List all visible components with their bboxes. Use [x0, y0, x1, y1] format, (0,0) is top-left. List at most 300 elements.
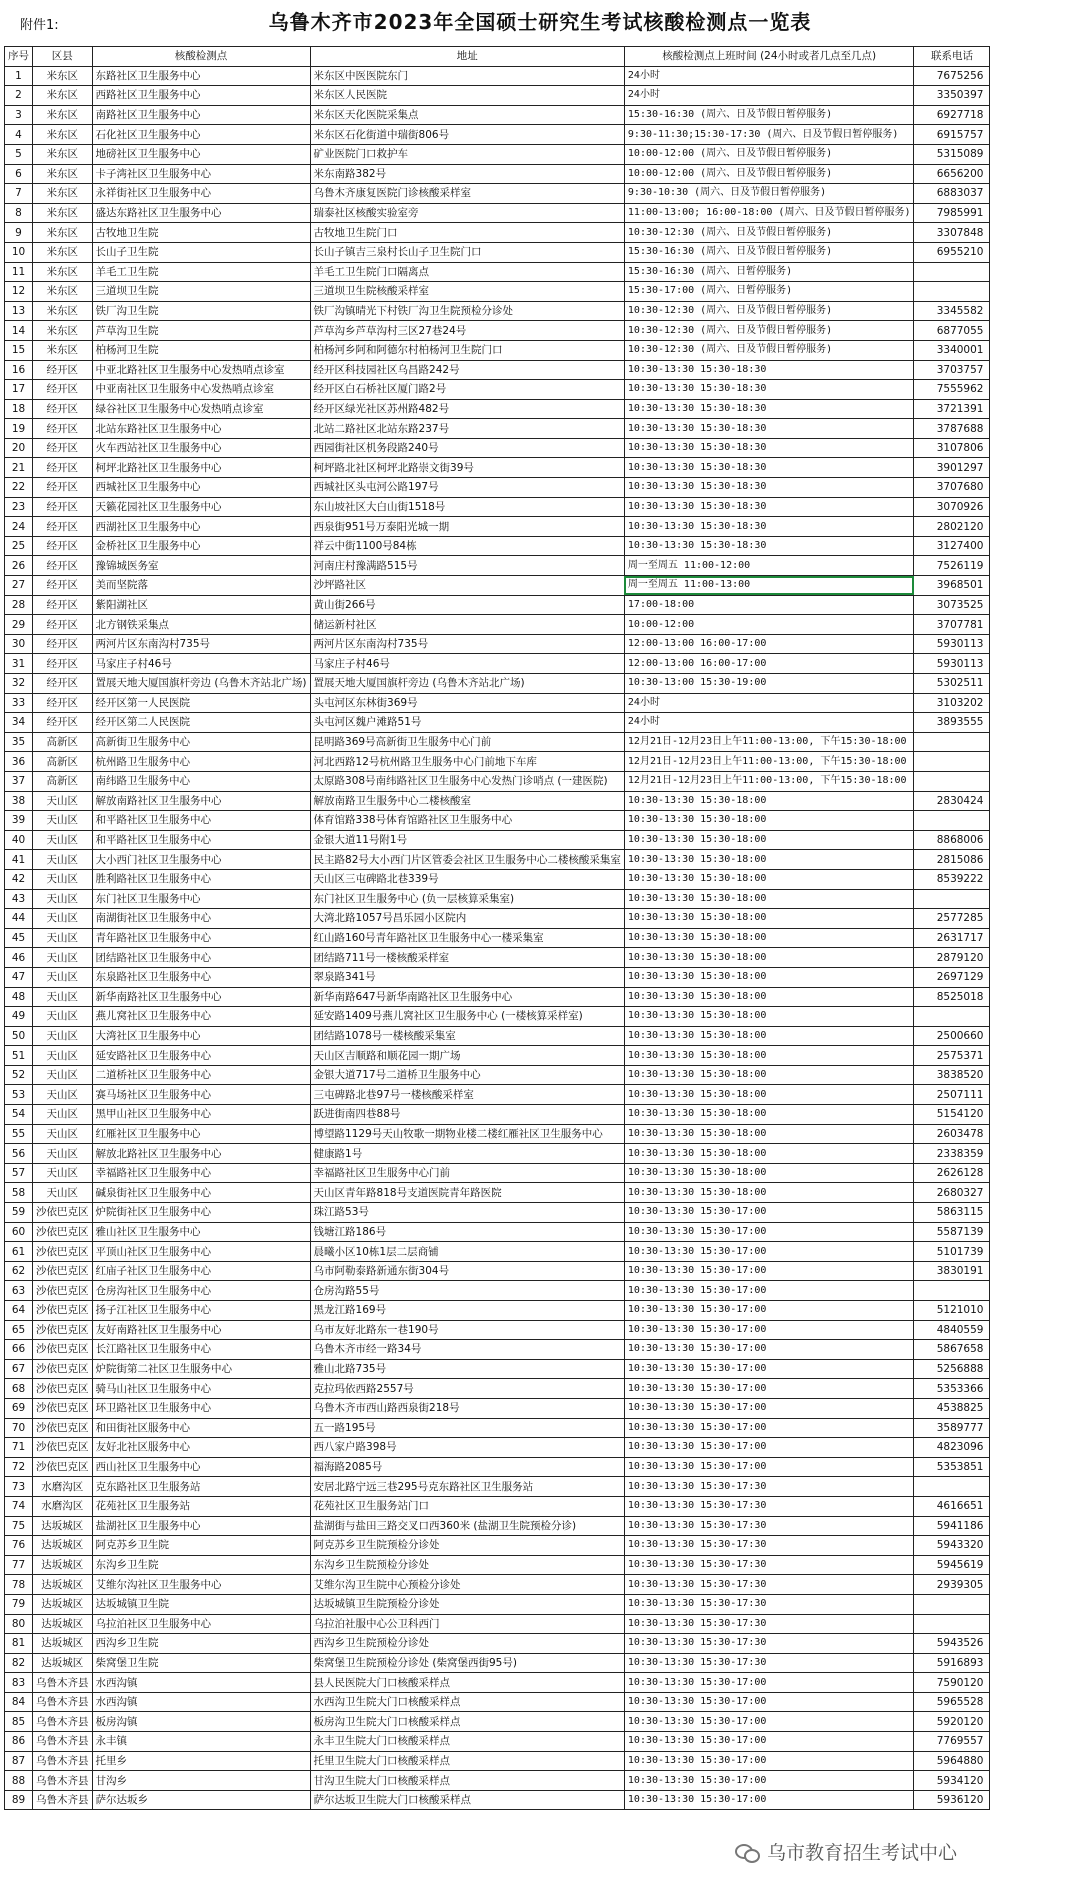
cell-district[interactable]: 高新区 — [33, 732, 93, 752]
cell-phone[interactable]: 3901297 — [914, 458, 990, 478]
cell-address[interactable]: 幸福路社区卫生服务中心门前 — [310, 1163, 624, 1183]
cell-phone[interactable]: 3787688 — [914, 419, 990, 439]
cell-address[interactable]: 乌鲁木齐市经一路34号 — [310, 1340, 624, 1360]
cell-hours[interactable]: 10:30-13:30 15:30-18:00 — [624, 967, 914, 987]
cell-district[interactable]: 达坂城区 — [33, 1634, 93, 1654]
cell-address[interactable]: 祥云中街1100号84栋 — [310, 536, 624, 556]
cell-index[interactable]: 85 — [5, 1712, 33, 1732]
cell-site[interactable]: 永祥街社区卫生服务中心 — [92, 184, 310, 204]
cell-district[interactable]: 乌鲁木齐县 — [33, 1751, 93, 1771]
cell-hours[interactable]: 10:30-13:30 15:30-18:00 — [624, 1026, 914, 1046]
cell-address[interactable]: 柏杨河乡阿和阿德尔村柏杨河卫生院门口 — [310, 340, 624, 360]
cell-site[interactable]: 盐湖社区卫生服务中心 — [92, 1516, 310, 1536]
cell-site[interactable]: 萨尔达坂乡 — [92, 1790, 310, 1810]
cell-site[interactable]: 克东路社区卫生服务站 — [92, 1477, 310, 1497]
cell-district[interactable]: 米东区 — [33, 340, 93, 360]
cell-district[interactable]: 经开区 — [33, 399, 93, 419]
cell-phone[interactable]: 2500660 — [914, 1026, 990, 1046]
table-row[interactable] — [5, 576, 990, 596]
cell-index[interactable]: 46 — [5, 948, 33, 968]
cell-index[interactable]: 68 — [5, 1379, 33, 1399]
cell-hours[interactable]: 10:30-13:30 15:30-18:30 — [624, 360, 914, 380]
cell-address[interactable]: 天山区吉顺路和顺花园一期广场 — [310, 1046, 624, 1066]
cell-phone[interactable]: 3893555 — [914, 713, 990, 733]
cell-district[interactable]: 经开区 — [33, 576, 93, 596]
cell-site[interactable]: 二道桥社区卫生服务中心 — [92, 1065, 310, 1085]
cell-hours[interactable]: 9:30-11:30;15:30-17:30 (周六、日及节假日暂停服务) — [624, 125, 914, 145]
table-row[interactable] — [5, 830, 990, 850]
cell-address[interactable]: 天山区三屯碑路北巷339号 — [310, 869, 624, 889]
cell-address[interactable]: 瑞泰社区核酸实验室旁 — [310, 203, 624, 223]
cell-hours[interactable]: 10:30-13:30 15:30-17:30 — [624, 1555, 914, 1575]
cell-phone[interactable]: 3968501 — [914, 576, 990, 596]
cell-phone[interactable]: 5154120 — [914, 1105, 990, 1125]
column-header-address[interactable]: 地址 — [310, 47, 624, 67]
cell-index[interactable]: 89 — [5, 1790, 33, 1810]
cell-hours[interactable]: 10:30-13:30 15:30-18:00 — [624, 1105, 914, 1125]
cell-hours[interactable]: 10:30-13:30 15:30-17:00 — [624, 1398, 914, 1418]
cell-district[interactable]: 沙依巴克区 — [33, 1281, 93, 1301]
cell-index[interactable]: 8 — [5, 203, 33, 223]
table-row[interactable] — [5, 1438, 990, 1458]
cell-phone[interactable]: 6915757 — [914, 125, 990, 145]
cell-hours[interactable]: 24小时 — [624, 86, 914, 106]
cell-index[interactable]: 9 — [5, 223, 33, 243]
cell-site[interactable]: 美而坚院落 — [92, 576, 310, 596]
cell-index[interactable]: 88 — [5, 1771, 33, 1791]
cell-district[interactable]: 沙依巴克区 — [33, 1359, 93, 1379]
cell-index[interactable]: 42 — [5, 869, 33, 889]
cell-hours[interactable]: 10:30-13:30 15:30-18:00 — [624, 850, 914, 870]
cell-address[interactable]: 马家庄子村46号 — [310, 654, 624, 674]
cell-hours[interactable]: 10:30-13:30 15:30-18:00 — [624, 869, 914, 889]
table-row[interactable] — [5, 1457, 990, 1477]
table-row[interactable] — [5, 615, 990, 635]
table-row[interactable] — [5, 1634, 990, 1654]
cell-district[interactable]: 天山区 — [33, 1144, 93, 1164]
cell-hours[interactable]: 11:00-13:00; 16:00-18:00 (周六、日及节假日暂停服务) — [624, 203, 914, 223]
cell-address[interactable]: 西八家户路398号 — [310, 1438, 624, 1458]
table-row[interactable] — [5, 1692, 990, 1712]
cell-district[interactable]: 沙依巴克区 — [33, 1398, 93, 1418]
cell-hours[interactable]: 10:30-13:30 15:30-17:00 — [624, 1673, 914, 1693]
cell-site[interactable]: 花苑社区卫生服务站 — [92, 1496, 310, 1516]
cell-hours[interactable]: 10:30-13:30 15:30-17:00 — [624, 1790, 914, 1810]
cell-site[interactable]: 炉院街社区卫生服务中心 — [92, 1203, 310, 1223]
cell-site[interactable]: 柏杨河卫生院 — [92, 340, 310, 360]
cell-index[interactable]: 64 — [5, 1301, 33, 1321]
table-row[interactable] — [5, 282, 990, 302]
cell-site[interactable]: 红庙子社区卫生服务中心 — [92, 1261, 310, 1281]
cell-district[interactable]: 达坂城区 — [33, 1653, 93, 1673]
cell-phone[interactable]: 3345582 — [914, 301, 990, 321]
cell-index[interactable]: 10 — [5, 242, 33, 262]
cell-index[interactable]: 32 — [5, 674, 33, 694]
cell-address[interactable]: 乌拉泊社服中心公卫科西门 — [310, 1614, 624, 1634]
cell-address[interactable]: 头屯河区魏户滩路51号 — [310, 713, 624, 733]
cell-district[interactable]: 沙依巴克区 — [33, 1203, 93, 1223]
cell-address[interactable]: 甘沟卫生院大门口核酸采样点 — [310, 1771, 624, 1791]
cell-index[interactable]: 62 — [5, 1261, 33, 1281]
cell-hours[interactable]: 周一至周五 11:00-13:00 — [624, 576, 914, 596]
cell-index[interactable]: 49 — [5, 1007, 33, 1027]
cell-index[interactable]: 54 — [5, 1105, 33, 1125]
cell-hours[interactable]: 15:30-17:00 (周六、日暂停服务) — [624, 282, 914, 302]
cell-phone[interactable] — [914, 1614, 990, 1634]
cell-index[interactable]: 84 — [5, 1692, 33, 1712]
cell-index[interactable]: 51 — [5, 1046, 33, 1066]
table-row[interactable] — [5, 1183, 990, 1203]
cell-index[interactable]: 37 — [5, 771, 33, 791]
cell-index[interactable]: 39 — [5, 811, 33, 831]
cell-phone[interactable]: 2815086 — [914, 850, 990, 870]
cell-address[interactable]: 乌市阿勒泰路新通东街304号 — [310, 1261, 624, 1281]
cell-site[interactable]: 阿克苏乡卫生院 — [92, 1536, 310, 1556]
table-row[interactable] — [5, 1790, 990, 1810]
cell-phone[interactable]: 2626128 — [914, 1163, 990, 1183]
table-row[interactable] — [5, 595, 990, 615]
table-row[interactable] — [5, 478, 990, 498]
cell-district[interactable]: 天山区 — [33, 1124, 93, 1144]
cell-address[interactable]: 民主路82号大小西门片区管委会社区卫生服务中心二楼核酸采集室 — [310, 850, 624, 870]
table-row[interactable] — [5, 1242, 990, 1262]
cell-address[interactable]: 河北西路12号杭州路卫生服务中心门前地下车库 — [310, 752, 624, 772]
cell-index[interactable]: 2 — [5, 86, 33, 106]
cell-hours[interactable]: 12:00-13:00 16:00-17:00 — [624, 654, 914, 674]
cell-address[interactable]: 芦草沟乡芦草沟村三区27巷24号 — [310, 321, 624, 341]
cell-district[interactable]: 经开区 — [33, 595, 93, 615]
cell-address[interactable]: 沙坪路社区 — [310, 576, 624, 596]
cell-site[interactable]: 紫阳湖社区 — [92, 595, 310, 615]
cell-site[interactable]: 东路社区卫生服务中心 — [92, 66, 310, 86]
column-header-phone[interactable]: 联系电话 — [914, 47, 990, 67]
cell-address[interactable]: 柯坪路北社区柯坪北路崇文街39号 — [310, 458, 624, 478]
cell-phone[interactable]: 4840559 — [914, 1320, 990, 1340]
cell-phone[interactable]: 4538825 — [914, 1398, 990, 1418]
table-row[interactable] — [5, 869, 990, 889]
cell-address[interactable]: 头屯河区东林街369号 — [310, 693, 624, 713]
cell-site[interactable]: 柴窝堡卫生院 — [92, 1653, 310, 1673]
table-row[interactable] — [5, 1085, 990, 1105]
cell-district[interactable]: 达坂城区 — [33, 1614, 93, 1634]
cell-index[interactable]: 72 — [5, 1457, 33, 1477]
cell-phone[interactable]: 3340001 — [914, 340, 990, 360]
table-row[interactable] — [5, 105, 990, 125]
cell-address[interactable]: 河南庄村豫满路515号 — [310, 556, 624, 576]
cell-district[interactable]: 天山区 — [33, 830, 93, 850]
cell-site[interactable]: 北方钢铁采集点 — [92, 615, 310, 635]
cell-hours[interactable]: 10:30-13:30 15:30-17:00 — [624, 1281, 914, 1301]
cell-phone[interactable]: 3721391 — [914, 399, 990, 419]
cell-site[interactable]: 杭州路卫生服务中心 — [92, 752, 310, 772]
cell-district[interactable]: 天山区 — [33, 987, 93, 1007]
cell-site[interactable]: 西沟乡卫生院 — [92, 1634, 310, 1654]
table-row[interactable] — [5, 909, 990, 929]
cell-hours[interactable]: 10:30-13:30 15:30-18:00 — [624, 1007, 914, 1027]
cell-district[interactable]: 米东区 — [33, 262, 93, 282]
cell-address[interactable]: 钱塘江路186号 — [310, 1222, 624, 1242]
cell-district[interactable]: 经开区 — [33, 674, 93, 694]
cell-district[interactable]: 米东区 — [33, 66, 93, 86]
cell-hours[interactable]: 10:30-12:30 (周六、日及节假日暂停服务) — [624, 340, 914, 360]
cell-phone[interactable]: 7769557 — [914, 1732, 990, 1752]
cell-site[interactable]: 燕儿窝社区卫生服务中心 — [92, 1007, 310, 1027]
cell-phone[interactable]: 6877055 — [914, 321, 990, 341]
cell-hours[interactable]: 24小时 — [624, 66, 914, 86]
table-row[interactable] — [5, 889, 990, 909]
table-row[interactable] — [5, 458, 990, 478]
cell-phone[interactable]: 2338359 — [914, 1144, 990, 1164]
cell-site[interactable]: 中亚北路社区卫生服务中心发热哨点诊室 — [92, 360, 310, 380]
cell-district[interactable]: 沙依巴克区 — [33, 1320, 93, 1340]
cell-site[interactable]: 解放北路社区卫生服务中心 — [92, 1144, 310, 1164]
cell-index[interactable]: 14 — [5, 321, 33, 341]
table-row[interactable] — [5, 1496, 990, 1516]
cell-index[interactable]: 67 — [5, 1359, 33, 1379]
cell-district[interactable]: 天山区 — [33, 850, 93, 870]
cell-index[interactable]: 53 — [5, 1085, 33, 1105]
cell-site[interactable]: 绿谷社区卫生服务中心发热哨点诊室 — [92, 399, 310, 419]
cell-phone[interactable]: 5315089 — [914, 144, 990, 164]
cell-hours[interactable]: 10:30-13:30 15:30-17:30 — [624, 1614, 914, 1634]
cell-phone[interactable] — [914, 1281, 990, 1301]
cell-site[interactable]: 赛马场社区卫生服务中心 — [92, 1085, 310, 1105]
table-row[interactable] — [5, 1007, 990, 1027]
cell-district[interactable]: 经开区 — [33, 478, 93, 498]
cell-site[interactable]: 大小西门社区卫生服务中心 — [92, 850, 310, 870]
table-row[interactable] — [5, 438, 990, 458]
cell-site[interactable]: 环卫路社区卫生服务中心 — [92, 1398, 310, 1418]
cell-index[interactable]: 56 — [5, 1144, 33, 1164]
cell-hours[interactable]: 10:30-13:30 15:30-17:00 — [624, 1438, 914, 1458]
cell-site[interactable]: 和平路社区卫生服务中心 — [92, 830, 310, 850]
cell-phone[interactable]: 3350397 — [914, 86, 990, 106]
cell-index[interactable]: 78 — [5, 1575, 33, 1595]
cell-hours[interactable]: 12月21日-12月23日上午11:00-13:00, 下午15:30-18:00 — [624, 752, 914, 772]
cell-phone[interactable]: 5587139 — [914, 1222, 990, 1242]
cell-address[interactable]: 经开区科技园社区乌昌路242号 — [310, 360, 624, 380]
cell-site[interactable]: 雅山社区卫生服务中心 — [92, 1222, 310, 1242]
cell-site[interactable]: 柯坪北路社区卫生服务中心 — [92, 458, 310, 478]
cell-phone[interactable]: 5863115 — [914, 1203, 990, 1223]
cell-address[interactable]: 乌鲁木齐市西山路西泉街218号 — [310, 1398, 624, 1418]
cell-address[interactable]: 西城社区头屯河公路197号 — [310, 478, 624, 498]
cell-district[interactable]: 沙依巴克区 — [33, 1242, 93, 1262]
cell-address[interactable]: 永丰卫生院大门口核酸采样点 — [310, 1732, 624, 1752]
cell-site[interactable]: 炉院街第二社区卫生服务中心 — [92, 1359, 310, 1379]
cell-phone[interactable]: 5867658 — [914, 1340, 990, 1360]
cell-site[interactable]: 和平路社区卫生服务中心 — [92, 811, 310, 831]
cell-hours[interactable]: 10:30-12:30 (周六、日及节假日暂停服务) — [624, 301, 914, 321]
cell-district[interactable]: 达坂城区 — [33, 1575, 93, 1595]
cell-phone[interactable] — [914, 1477, 990, 1497]
cell-phone[interactable]: 2575371 — [914, 1046, 990, 1066]
cell-district[interactable]: 沙依巴克区 — [33, 1418, 93, 1438]
cell-site[interactable]: 两河片区东南沟村735号 — [92, 634, 310, 654]
cell-site[interactable]: 中亚南社区卫生服务中心发热哨点诊室 — [92, 380, 310, 400]
cell-address[interactable]: 萨尔达坂卫生院大门口核酸采样点 — [310, 1790, 624, 1810]
cell-site[interactable]: 金桥社区卫生服务中心 — [92, 536, 310, 556]
cell-district[interactable]: 米东区 — [33, 321, 93, 341]
table-row[interactable] — [5, 1398, 990, 1418]
table-row[interactable] — [5, 1163, 990, 1183]
cell-address[interactable]: 金银大道717号二道桥卫生服务中心 — [310, 1065, 624, 1085]
cell-site[interactable]: 骑马山社区卫生服务中心 — [92, 1379, 310, 1399]
cell-hours[interactable]: 10:30-13:30 15:30-18:00 — [624, 889, 914, 909]
table-row[interactable] — [5, 1320, 990, 1340]
table-row[interactable] — [5, 1536, 990, 1556]
cell-district[interactable]: 经开区 — [33, 419, 93, 439]
table-row[interactable] — [5, 948, 990, 968]
cell-site[interactable]: 水西沟镇 — [92, 1673, 310, 1693]
cell-index[interactable]: 81 — [5, 1634, 33, 1654]
cell-phone[interactable]: 2577285 — [914, 909, 990, 929]
cell-district[interactable]: 乌鲁木齐县 — [33, 1771, 93, 1791]
cell-address[interactable]: 黄山街266号 — [310, 595, 624, 615]
cell-hours[interactable]: 10:30-13:30 15:30-18:00 — [624, 1085, 914, 1105]
cell-site[interactable]: 解放南路社区卫生服务中心 — [92, 791, 310, 811]
cell-site[interactable]: 铁厂沟卫生院 — [92, 301, 310, 321]
cell-index[interactable]: 23 — [5, 497, 33, 517]
cell-phone[interactable]: 2939305 — [914, 1575, 990, 1595]
cell-phone[interactable] — [914, 811, 990, 831]
cell-hours[interactable]: 10:30-13:30 15:30-18:30 — [624, 478, 914, 498]
cell-phone[interactable]: 3838520 — [914, 1065, 990, 1085]
cell-district[interactable]: 天山区 — [33, 791, 93, 811]
cell-site[interactable]: 芦草沟卫生院 — [92, 321, 310, 341]
cell-phone[interactable]: 7590120 — [914, 1673, 990, 1693]
cell-site[interactable]: 置展天地大厦国旗杆旁边 (乌鲁木齐站北广场) — [92, 674, 310, 694]
cell-hours[interactable]: 10:30-13:30 15:30-17:30 — [624, 1594, 914, 1614]
table-row[interactable] — [5, 713, 990, 733]
cell-site[interactable]: 水西沟镇 — [92, 1692, 310, 1712]
table-row[interactable] — [5, 771, 990, 791]
cell-site[interactable]: 西城社区卫生服务中心 — [92, 478, 310, 498]
cell-address[interactable]: 羊毛工卫生院门口隔离点 — [310, 262, 624, 282]
table-row[interactable] — [5, 1359, 990, 1379]
cell-index[interactable]: 55 — [5, 1124, 33, 1144]
cell-district[interactable]: 经开区 — [33, 615, 93, 635]
cell-phone[interactable]: 3707781 — [914, 615, 990, 635]
cell-index[interactable]: 38 — [5, 791, 33, 811]
table-row[interactable] — [5, 223, 990, 243]
cell-district[interactable]: 乌鲁木齐县 — [33, 1732, 93, 1752]
cell-hours[interactable]: 10:30-13:30 15:30-17:30 — [624, 1496, 914, 1516]
cell-index[interactable]: 60 — [5, 1222, 33, 1242]
cell-index[interactable]: 19 — [5, 419, 33, 439]
cell-site[interactable]: 板房沟镇 — [92, 1712, 310, 1732]
cell-address[interactable]: 板房沟卫生院大门口核酸采样点 — [310, 1712, 624, 1732]
cell-address[interactable]: 置展天地大厦国旗杆旁边 (乌鲁木齐站北广场) — [310, 674, 624, 694]
cell-phone[interactable]: 7555962 — [914, 380, 990, 400]
cell-district[interactable]: 天山区 — [33, 811, 93, 831]
cell-district[interactable]: 天山区 — [33, 869, 93, 889]
cell-district[interactable]: 米东区 — [33, 164, 93, 184]
table-row[interactable] — [5, 850, 990, 870]
cell-hours[interactable]: 10:30-13:30 15:30-18:00 — [624, 987, 914, 1007]
table-row[interactable] — [5, 1124, 990, 1144]
cell-site[interactable]: 羊毛工卫生院 — [92, 262, 310, 282]
cell-district[interactable]: 米东区 — [33, 184, 93, 204]
cell-district[interactable]: 天山区 — [33, 1105, 93, 1125]
cell-site[interactable]: 东门社区卫生服务中心 — [92, 889, 310, 909]
cell-hours[interactable]: 10:30-13:30 15:30-17:30 — [624, 1653, 914, 1673]
cell-hours[interactable]: 10:30-13:30 15:30-18:30 — [624, 517, 914, 537]
cell-phone[interactable]: 5353851 — [914, 1457, 990, 1477]
cell-index[interactable]: 4 — [5, 125, 33, 145]
cell-district[interactable]: 天山区 — [33, 1046, 93, 1066]
table-row[interactable] — [5, 693, 990, 713]
cell-site[interactable]: 达坂城镇卫生院 — [92, 1594, 310, 1614]
cell-phone[interactable]: 6883037 — [914, 184, 990, 204]
cell-district[interactable]: 水磨沟区 — [33, 1477, 93, 1497]
cell-hours[interactable]: 10:30-13:30 15:30-18:00 — [624, 1144, 914, 1164]
cell-hours[interactable]: 10:30-13:30 15:30-18:00 — [624, 830, 914, 850]
cell-phone[interactable] — [914, 262, 990, 282]
cell-index[interactable]: 16 — [5, 360, 33, 380]
cell-site[interactable]: 东沟乡卫生院 — [92, 1555, 310, 1575]
cell-district[interactable]: 高新区 — [33, 752, 93, 772]
cell-phone[interactable]: 5101739 — [914, 1242, 990, 1262]
cell-hours[interactable]: 10:30-13:30 15:30-17:30 — [624, 1634, 914, 1654]
cell-index[interactable]: 69 — [5, 1398, 33, 1418]
cell-district[interactable]: 经开区 — [33, 693, 93, 713]
cell-index[interactable]: 15 — [5, 340, 33, 360]
cell-hours[interactable]: 10:30-13:30 15:30-18:00 — [624, 791, 914, 811]
cell-index[interactable]: 36 — [5, 752, 33, 772]
cell-hours[interactable]: 10:30-13:30 15:30-18:00 — [624, 1046, 914, 1066]
cell-address[interactable]: 古牧地卫生院门口 — [310, 223, 624, 243]
cell-address[interactable]: 花苑社区卫生服务站门口 — [310, 1496, 624, 1516]
cell-index[interactable]: 7 — [5, 184, 33, 204]
cell-site[interactable]: 马家庄子村46号 — [92, 654, 310, 674]
cell-address[interactable]: 博望路1129号天山牧歌一期物业楼二楼红雁社区卫生服务中心 — [310, 1124, 624, 1144]
cell-phone[interactable]: 6656200 — [914, 164, 990, 184]
cell-index[interactable]: 1 — [5, 66, 33, 86]
table-row[interactable] — [5, 517, 990, 537]
cell-site[interactable]: 扬子江社区卫生服务中心 — [92, 1301, 310, 1321]
table-row[interactable] — [5, 654, 990, 674]
cell-address[interactable]: 米东区人民医院 — [310, 86, 624, 106]
cell-address[interactable]: 安居北路宁远三巷295号克东路社区卫生服务站 — [310, 1477, 624, 1497]
cell-site[interactable]: 南湖街社区卫生服务中心 — [92, 909, 310, 929]
cell-phone[interactable]: 2802120 — [914, 517, 990, 537]
cell-district[interactable]: 高新区 — [33, 771, 93, 791]
cell-district[interactable]: 天山区 — [33, 1026, 93, 1046]
cell-district[interactable]: 米东区 — [33, 223, 93, 243]
cell-index[interactable]: 82 — [5, 1653, 33, 1673]
column-header-district[interactable]: 区县 — [33, 47, 93, 67]
cell-index[interactable]: 45 — [5, 928, 33, 948]
cell-index[interactable]: 13 — [5, 301, 33, 321]
cell-hours[interactable]: 10:00-12:00 (周六、日及节假日暂停服务) — [624, 164, 914, 184]
table-row[interactable] — [5, 1418, 990, 1438]
cell-district[interactable]: 达坂城区 — [33, 1555, 93, 1575]
cell-hours[interactable]: 10:30-13:00 15:30-19:00 — [624, 674, 914, 694]
cell-site[interactable]: 友好北社区服务中心 — [92, 1438, 310, 1458]
cell-district[interactable]: 经开区 — [33, 380, 93, 400]
cell-district[interactable]: 米东区 — [33, 282, 93, 302]
cell-district[interactable]: 乌鲁木齐县 — [33, 1712, 93, 1732]
cell-district[interactable]: 经开区 — [33, 497, 93, 517]
cell-address[interactable]: 雅山北路735号 — [310, 1359, 624, 1379]
cell-hours[interactable]: 15:30-16:30 (周六、日暂停服务) — [624, 262, 914, 282]
table-row[interactable] — [5, 164, 990, 184]
cell-district[interactable]: 天山区 — [33, 909, 93, 929]
cell-site[interactable]: 北站东路社区卫生服务中心 — [92, 419, 310, 439]
cell-phone[interactable]: 3107806 — [914, 438, 990, 458]
cell-address[interactable]: 延安路1409号燕儿窝社区卫生服务中心 (一楼核算采样室) — [310, 1007, 624, 1027]
